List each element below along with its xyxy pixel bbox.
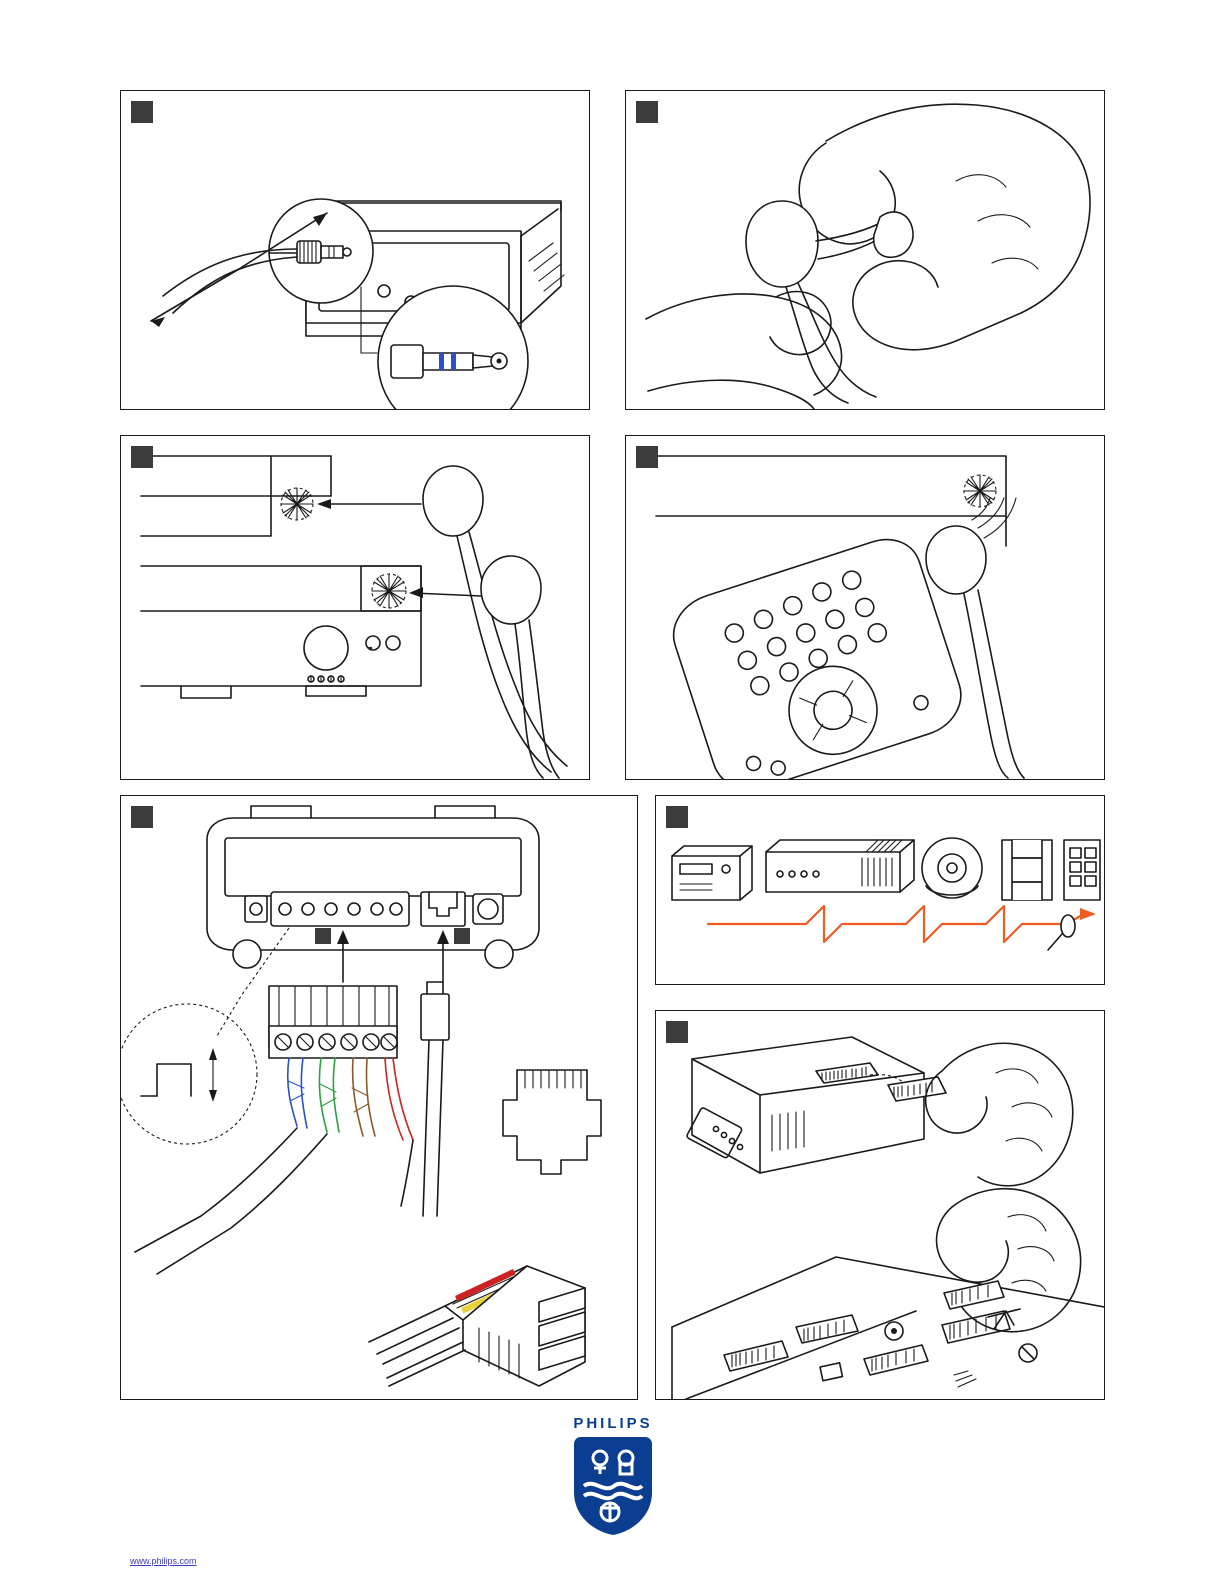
panel-1 (120, 90, 590, 410)
step-label-2 (636, 101, 658, 123)
step-label-5 (131, 806, 153, 828)
step-label-1 (131, 101, 153, 123)
step-label-7 (666, 1021, 688, 1043)
philips-wordmark: PHILIPS (573, 1415, 653, 1432)
step-label-5b (454, 928, 470, 944)
step-label-4 (636, 446, 658, 468)
philips-logo (563, 1415, 663, 1545)
step-label-3 (131, 446, 153, 468)
panel-7 (655, 1010, 1105, 1400)
panel-3 (120, 435, 590, 780)
panel-4 (625, 435, 1105, 780)
panel-2 (625, 90, 1105, 410)
panel-6 (655, 795, 1105, 985)
panel-5 (120, 795, 638, 1400)
step-label-6 (666, 806, 688, 828)
footer-link[interactable]: www.philips.com (130, 1556, 197, 1566)
step-label-5a (315, 928, 331, 944)
